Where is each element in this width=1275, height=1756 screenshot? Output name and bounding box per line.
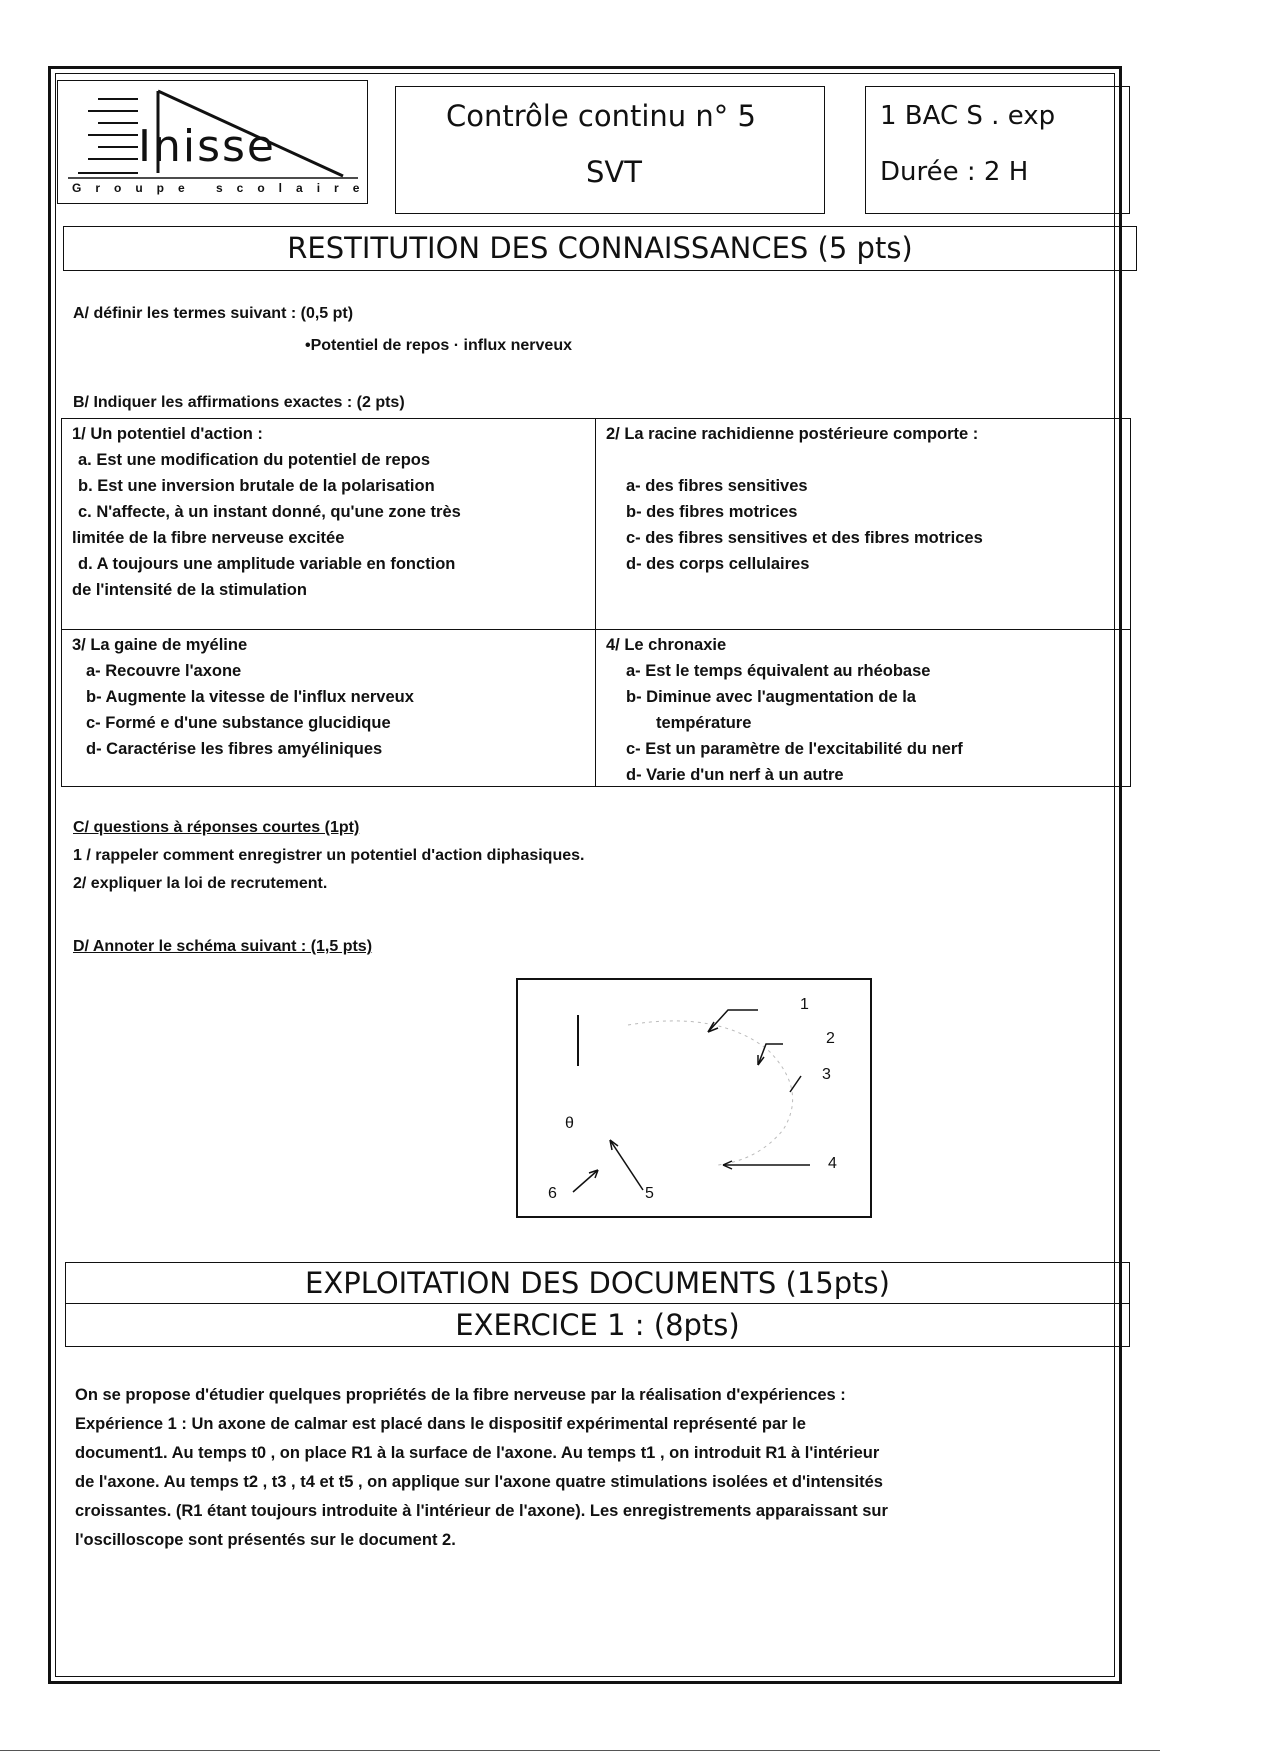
section2-title-box (65, 1262, 1130, 1304)
question-1-option-c: c. N'affecte, à un instant donné, qu'une zone très (78, 503, 461, 521)
diagram-label-5: 5 (645, 1185, 654, 1202)
diagram-svg (518, 980, 870, 1216)
question-1-option-b: b. Est une inversion brutale de la polarisation (78, 477, 435, 495)
footer-rule (0, 1750, 1160, 1751)
logo-name: Inisse (138, 121, 277, 172)
part-a-prompt: A/ définir les termes suivant : (0,5 pt) (73, 305, 354, 322)
part-d-prompt: D/ Annoter le schéma suivant : (1,5 pts) (73, 938, 373, 955)
exam-level: 1 BAC S . exp (880, 101, 1056, 131)
question-1 (61, 418, 596, 630)
question-4-option-c: c- Est un paramètre de l'excitabilité du nerf (626, 740, 963, 758)
paragraph-line-6: l'oscilloscope sont présentés sur le document 2. (75, 1531, 456, 1549)
question-4 (595, 629, 1131, 787)
question-4-option-b: b- Diminue avec l'augmentation de la (626, 688, 916, 706)
paragraph-line-5: croissantes. (R1 étant toujours introduite à l'intérieur de l'axone). Les enregistrements apparaissant sur (75, 1502, 888, 1520)
arrow-2 (758, 1044, 783, 1065)
part-c-prompt: C/ questions à réponses courtes (1pt) (73, 819, 360, 836)
diagram-label-2: 2 (826, 1030, 835, 1047)
part-c-question-1: 1 / rappeler comment enregistrer un potentiel d'action diphasiques. (73, 847, 585, 864)
diagram-faint-outline (628, 1021, 793, 1165)
question-1-title: 1/ Un potentiel d'action : (72, 425, 263, 443)
question-4-option-a: a- Est le temps équivalent au rhéobase (626, 662, 931, 680)
diagram-box (516, 978, 872, 1218)
question-1-option-a: a. Est une modification du potentiel de repos (78, 451, 431, 469)
question-2-option-a: a- des fibres sensitives (626, 477, 808, 495)
question-2-option-d: d- des corps cellulaires (626, 555, 810, 573)
exercise-title-box (65, 1303, 1130, 1347)
question-4-title: 4/ Le chronaxie (606, 636, 727, 654)
part-b-prompt: B/ Indiquer les affirmations exactes : (2 pts) (73, 394, 405, 411)
exam-title-box (395, 86, 825, 214)
diagram-label-1: 1 (800, 996, 809, 1013)
logo-box (57, 80, 374, 204)
question-3-title: 3/ La gaine de myéline (72, 636, 248, 654)
question-1-option-d: d. A toujours une amplitude variable en fonction (78, 555, 456, 573)
exercise-title: EXERCICE 1 : (8pts) (455, 1308, 740, 1342)
question-3-option-b: b- Augmente la vitesse de l'influx nerveux (86, 688, 414, 706)
question-2 (595, 418, 1131, 630)
arrow-3 (790, 1076, 801, 1092)
exam-title: Contrôle continu n° 5 (446, 99, 756, 133)
part-a-terms: •Potentiel de repos · influx nerveux (305, 337, 572, 354)
question-2-title: 2/ La racine rachidienne postérieure comporte : (606, 425, 979, 443)
logo-subtitle: Groupe scolaire (72, 181, 374, 195)
exam-duration: Durée : 2 H (880, 157, 1029, 187)
diagram-label-theta: θ (565, 1115, 574, 1132)
diagram-label-6: 6 (548, 1185, 557, 1202)
question-3-option-a: a- Recouvre l'axone (86, 662, 242, 680)
section1-title-box (63, 226, 1137, 271)
exercise-paragraph (75, 1381, 1115, 1555)
paragraph-line-1: On se propose d'étudier quelques propriétés de la fibre nerveuse par la réalisation d'expériences : (75, 1386, 846, 1404)
question-4-option-b-cont: température (656, 714, 752, 732)
question-2-option-c: c- des fibres sensitives et des fibres motrices (626, 529, 983, 547)
level-box (865, 86, 1130, 214)
part-c-question-2: 2/ expliquer la loi de recrutement. (73, 875, 328, 892)
diagram-label-4: 4 (828, 1155, 837, 1172)
question-2-option-b: b- des fibres motrices (626, 503, 798, 521)
paragraph-line-3: document1. Au temps t0 , on place R1 à la surface de l'axone. Au temps t1 , on introduit R1 à l'intérieur (75, 1444, 880, 1462)
exam-subject: SVT (586, 155, 642, 189)
arrow-5 (610, 1140, 643, 1190)
question-1-option-c-cont: limitée de la fibre nerveuse excitée (72, 529, 345, 547)
section2-title: EXPLOITATION DES DOCUMENTS (15pts) (305, 1266, 890, 1300)
question-4-option-d: d- Varie d'un nerf à un autre (626, 766, 844, 784)
question-3-option-d: d- Caractérise les fibres amyéliniques (86, 740, 383, 758)
question-3-option-c: c- Formé e d'une substance glucidique (86, 714, 391, 732)
section1-title: RESTITUTION DES CONNAISSANCES (5 pts) (287, 231, 913, 265)
paragraph-line-2: Expérience 1 : Un axone de calmar est placé dans le dispositif expérimental représenté par le (75, 1415, 806, 1433)
question-1-option-d-cont: de l'intensité de la stimulation (72, 581, 307, 599)
question-3 (61, 629, 596, 787)
paragraph-line-4: de l'axone. Au temps t2 , t3 , t4 et t5 , on applique sur l'axone quatre stimulations isolées et d'intensités (75, 1473, 883, 1491)
diagram-label-3: 3 (822, 1066, 831, 1083)
arrow-6 (573, 1170, 598, 1192)
